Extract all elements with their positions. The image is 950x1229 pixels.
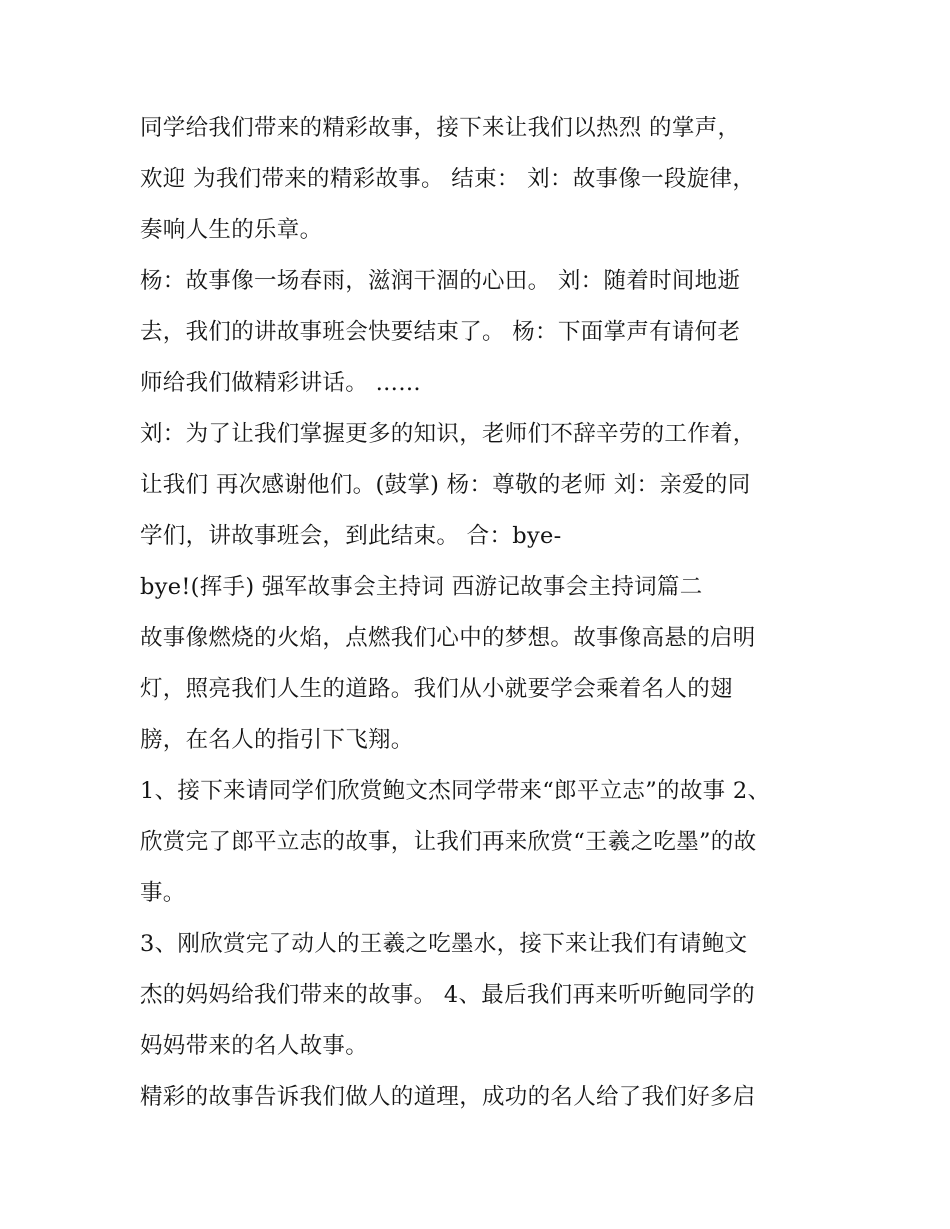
text-line: 事。 xyxy=(140,880,186,906)
text-line: 欣赏完了郎平立志的故事，让我们再来欣赏“王羲之吃墨”的故 xyxy=(140,829,757,855)
text-line: 欢迎 为我们带来的精彩故事。 结束： 刘：故事像一段旋律， xyxy=(140,166,756,192)
text-line: 妈妈带来的名人故事。 xyxy=(140,1033,369,1059)
text-line: 1、接下来请同学们欣赏鲍文杰同学带来“郎平立志”的故事 2、 xyxy=(140,778,771,804)
text-line: 去，我们的讲故事班会快要结束了。 杨：下面掌声有请何老 xyxy=(140,319,741,345)
document-body xyxy=(140,103,820,1123)
text-line: 刘：为了让我们掌握更多的知识，老师们不辞辛劳的工作着， xyxy=(140,421,756,447)
text-line: 3、刚欣赏完了动人的王羲之吃墨水，接下来让我们有请鲍文 xyxy=(140,931,748,957)
text-line: 奏响人生的乐章。 xyxy=(140,217,323,243)
text-line: 让我们 再次感谢他们。(鼓掌) 杨：尊敬的老师 刘：亲爱的同 xyxy=(140,472,751,498)
text-line: 学们，讲故事班会，到此结束。 合：bye- xyxy=(140,523,562,549)
text-line: bye!(挥手) 强军故事会主持词 西游记故事会主持词篇二 xyxy=(140,574,703,600)
text-line: 膀，在名人的指引下飞翔。 xyxy=(140,727,414,753)
text-line: 灯，照亮我们人生的道路。我们从小就要学会乘着名人的翅 xyxy=(140,676,733,702)
text-line: 故事像燃烧的火焰，点燃我们心中的梦想。故事像高悬的启明 xyxy=(140,625,756,651)
text-line: 师给我们做精彩讲话。 …… xyxy=(140,370,422,396)
text-line: 杨：故事像一场春雨，滋润干涸的心田。 刘：随着时间地逝 xyxy=(140,268,741,294)
text-line: 同学给我们带来的精彩故事，接下来让我们以热烈 的掌声， xyxy=(140,115,741,141)
text-line: 杰的妈妈给我们带来的故事。 4、最后我们再来听听鲍同学的 xyxy=(140,982,755,1008)
text-line: 精彩的故事告诉我们做人的道理，成功的名人给了我们好多启 xyxy=(140,1084,756,1110)
